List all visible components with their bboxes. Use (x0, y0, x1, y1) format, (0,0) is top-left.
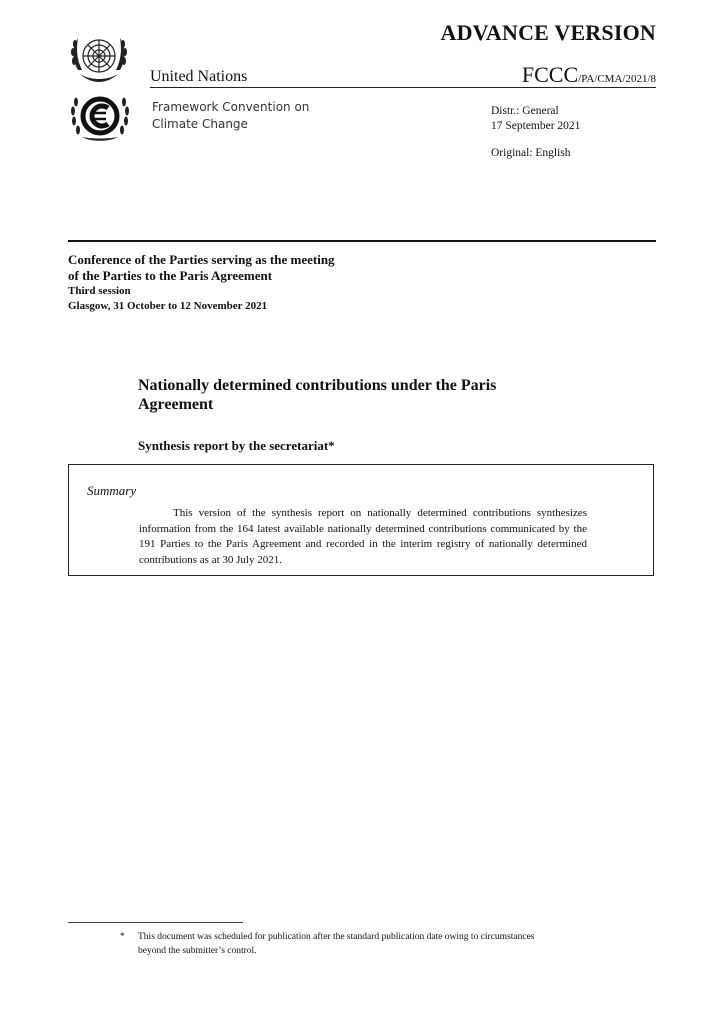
footnote-text: This document was scheduled for publication after the standard publication date owing to circumstances beyond the submitter’s control. (138, 932, 535, 956)
symbol-suffix: /PA/CMA/2021/8 (578, 73, 656, 85)
meeting-block (68, 252, 388, 314)
framework-convention-name (152, 99, 309, 133)
symbol-main: FCCC (521, 62, 579, 87)
advance-version-label: ADVANCE VERSION (440, 20, 656, 45)
distribution: Distr.: General (491, 105, 559, 117)
footnote-mark: * (120, 932, 125, 942)
issue-date: 17 September 2021 (491, 120, 581, 132)
document-title: Nationally determined contributions under the Paris Agreement (138, 377, 497, 413)
organization-name: United Nations (150, 68, 248, 85)
summary-text: This version of the synthesis report on nationally determined contributions synthesizes information from the 164 latest available nationally determined contributions communicated by the 191 Parties to the Paris Agreement and recorded in the interim registry of nationally determined contributions as at 30 July 2021. (139, 507, 587, 566)
framework-line-2: Climate Change (152, 117, 248, 131)
distribution-block (491, 104, 580, 134)
original-language: Original: English (491, 147, 571, 159)
meeting-line-2: of the Parties to the Paris Agreement (68, 268, 273, 283)
section-rule (68, 240, 656, 242)
document-symbol (522, 62, 656, 88)
document-subtitle: Synthesis report by the secretariat* (138, 438, 335, 453)
meeting-place-date: Glasgow, 31 October to 12 November 2021 (68, 300, 268, 312)
footnote-rule (68, 922, 243, 923)
footnote (120, 930, 560, 958)
framework-line-1: Framework Convention on (152, 100, 310, 114)
summary-label: Summary (87, 483, 137, 498)
meeting-line-1: Conference of the Parties serving as the meeting (68, 252, 335, 267)
unfccc-logo (68, 88, 132, 149)
un-emblem-logo (68, 30, 130, 91)
summary-box (68, 464, 654, 576)
header-rule (150, 87, 656, 88)
meeting-session: Third session (68, 285, 131, 297)
